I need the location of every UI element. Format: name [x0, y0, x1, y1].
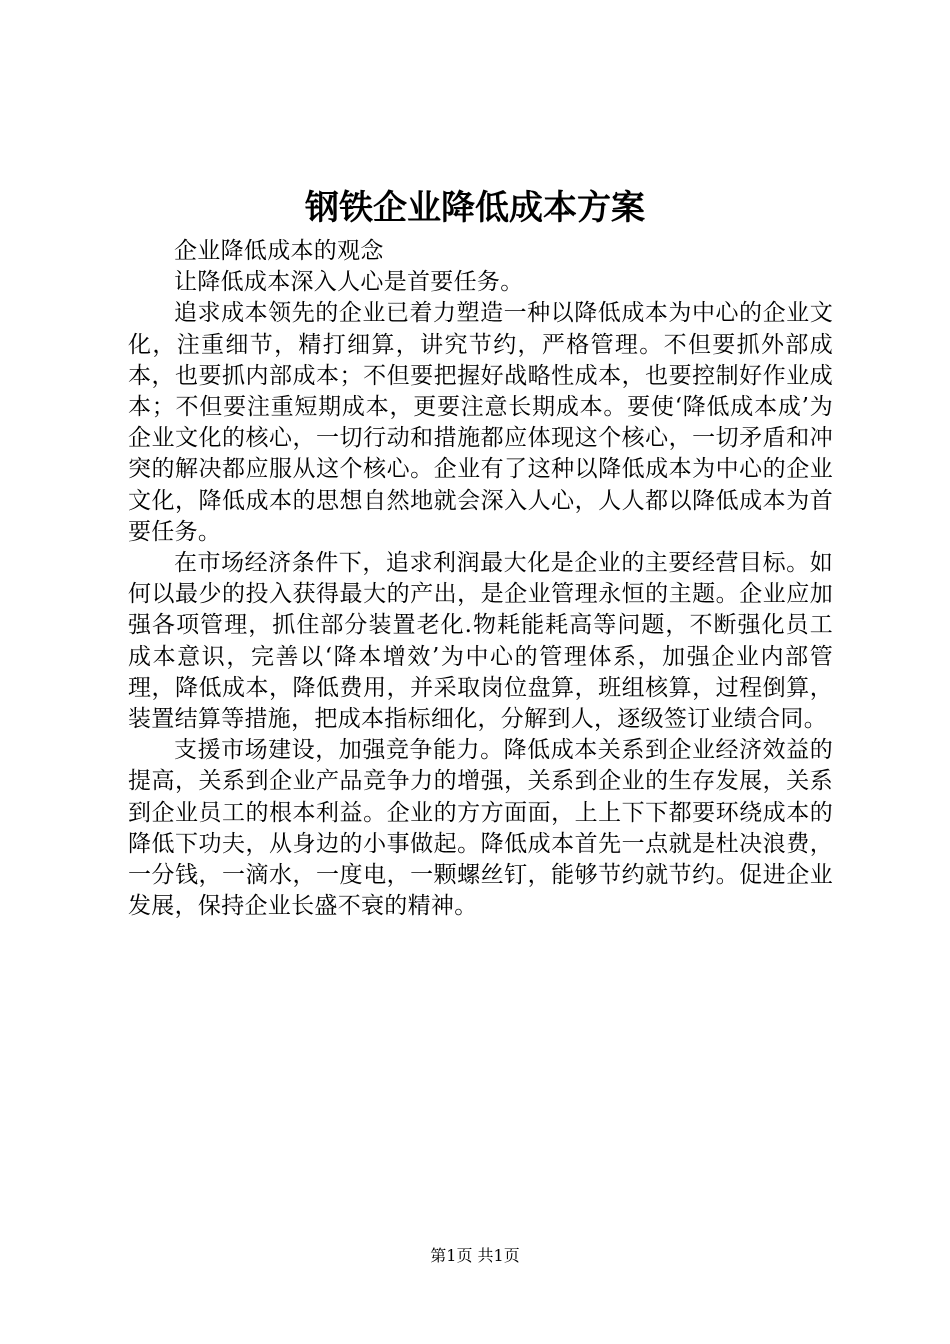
section-heading: 企业降低成本的观念: [174, 238, 384, 264]
paragraph: 在市场经济条件下，追求利润最大化是企业的主要经营目标。如何以最少的投入获得最大的产出，是企业管理永恒的主题。企业应加强各项管理，抓住部分装置老化.物耗能耗高等问题，不断强化员工成本意识，完善以‘降本增效’为中心的管理体系，加强企业内部管理，降低成本，降低费用，并采取岗位盘算，班组核算，过程倒算，装置结算等措施，把成本指标细化，分解到人，逐级签订业绩合同。: [128, 550, 833, 733]
document-body: [128, 236, 833, 922]
page-number-footer: 第1页 共1页: [430, 1246, 520, 1265]
section-subheading: 让降低成本深入人心是首要任务。: [174, 269, 524, 296]
paragraph: 追求成本领先的企业已着力塑造一种以降低成本为中心的企业文化，注重细节，精打细算，讲究节约，严格管理。不但要抓外部成本，也要抓内部成本；不但要把握好战略性成本，也要控制好作业成本；不但要注重短期成本，更要注意长期成本。要使‘降低成本成’为企业文化的核心，一切行动和措施都应体现这个核心，一切矛盾和冲突的解决都应服从这个核心。企业有了这种以降低成本为中心的企业文化，降低成本的思想自然地就会深入人心，人人都以降低成本为首要任务。: [128, 300, 833, 545]
document-title: 钢铁企业降低成本方案: [305, 188, 645, 228]
paragraph: 支援市场建设，加强竞争能力。降低成本关系到企业经济效益的提高，关系到企业产品竞争力的增强，关系到企业的生存发展，关系到企业员工的根本利益。企业的方方面面，上上下下都要环绕成本的降低下功夫，从身边的小事做起。降低成本首先一点就是杜决浪费，一分钱，一滴水，一度电，一颗螺丝钉，能够节约就节约。促进企业发展，保持企业长盛不衰的精神。: [128, 737, 833, 920]
